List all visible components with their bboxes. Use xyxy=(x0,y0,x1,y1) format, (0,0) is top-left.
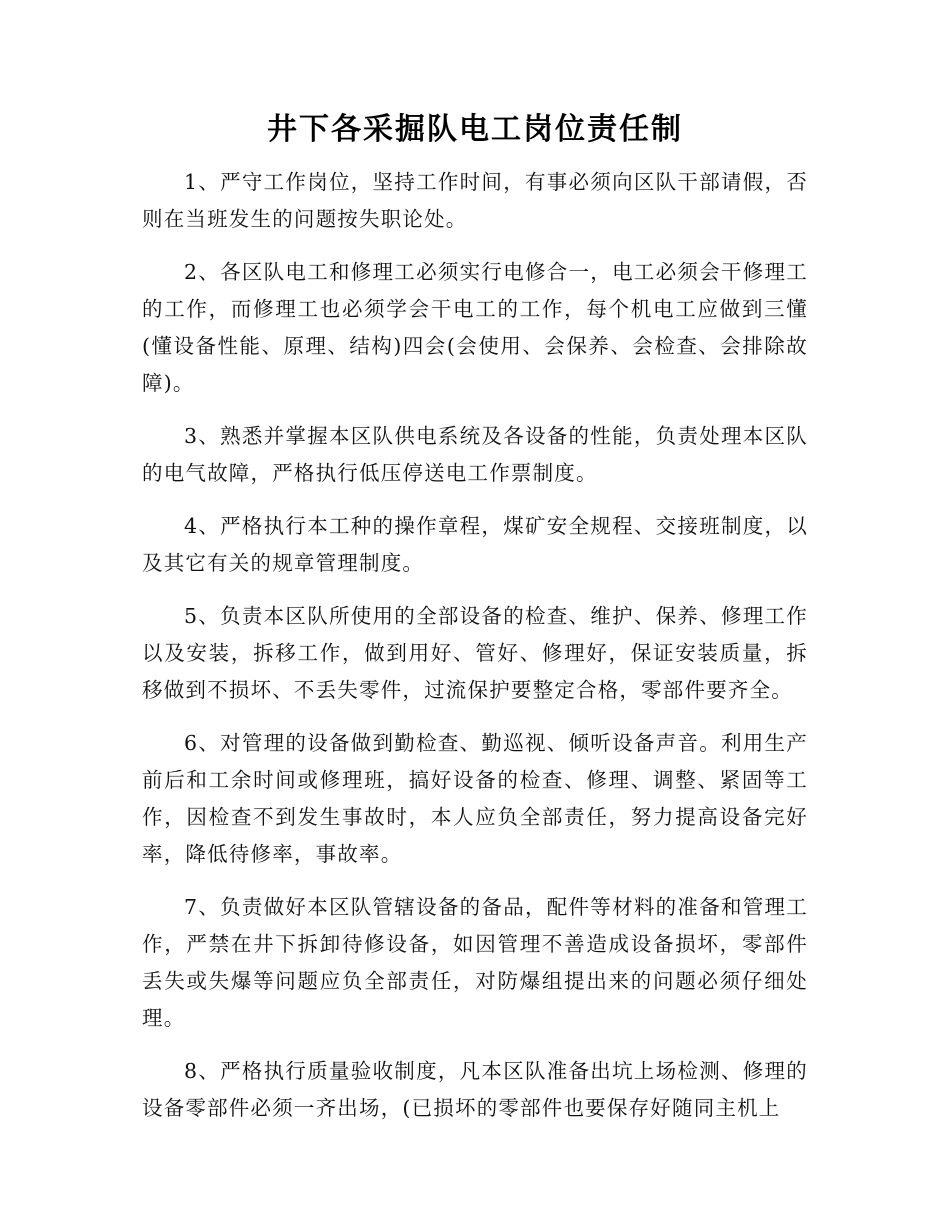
paragraph-8: 8、严格执行质量验收制度，凡本区队准备出坑上场检测、修理的设备零部件必须一齐出场，(已损坏的零部件也要保存好随同主机上 xyxy=(142,1059,808,1120)
paragraph-1: 1、严守工作岗位，坚持工作时间，有事必须向区队干部请假，否则在当班发生的问题按失职论处。 xyxy=(142,170,808,231)
paragraph-6: 6、对管理的设备做到勤检查、勤巡视、倾听设备声音。利用生产前后和工余时间或修理班，搞好设备的检查、修理、调整、紧固等工作，因检查不到发生事故时，本人应负全部责任，努力提高设备完好率，降低待修率，事故率。 xyxy=(142,731,808,866)
paragraph-2: 2、各区队电工和修理工必须实行电修合一，电工必须会干修理工的工作，而修理工也必须学会干电工的工作，每个机电工应做到三懂(懂设备性能、原理、结构)四会(会使用、会保养、会检查、会排除故障)。 xyxy=(142,260,808,395)
document-body xyxy=(142,164,808,1143)
document-title: 井下各采掘队电工岗位责任制 xyxy=(267,112,683,147)
paragraph-7: 7、负责做好本区队管辖设备的备品，配件等材料的准备和管理工作，严禁在井下拆卸待修设备，如因管理不善造成设备损坏，零部件丢失或失爆等问题应负全部责任，对防爆组提出来的问题必须仔细处理。 xyxy=(142,895,808,1030)
paragraph-4: 4、严格执行本工种的操作章程，煤矿安全规程、交接班制度，以及其它有关的规章管理制度。 xyxy=(142,514,808,575)
paragraph-5: 5、负责本区队所使用的全部设备的检查、维护、保养、修理工作以及安装，拆移工作，做到用好、管好、修理好，保证安装质量，拆移做到不损坏、不丢失零件，过流保护要整定合格，零部件要齐全。 xyxy=(142,604,808,702)
paragraph-3: 3、熟悉并掌握本区队供电系统及各设备的性能，负责处理本区队的电气故障，严格执行低压停送电工作票制度。 xyxy=(142,424,808,485)
